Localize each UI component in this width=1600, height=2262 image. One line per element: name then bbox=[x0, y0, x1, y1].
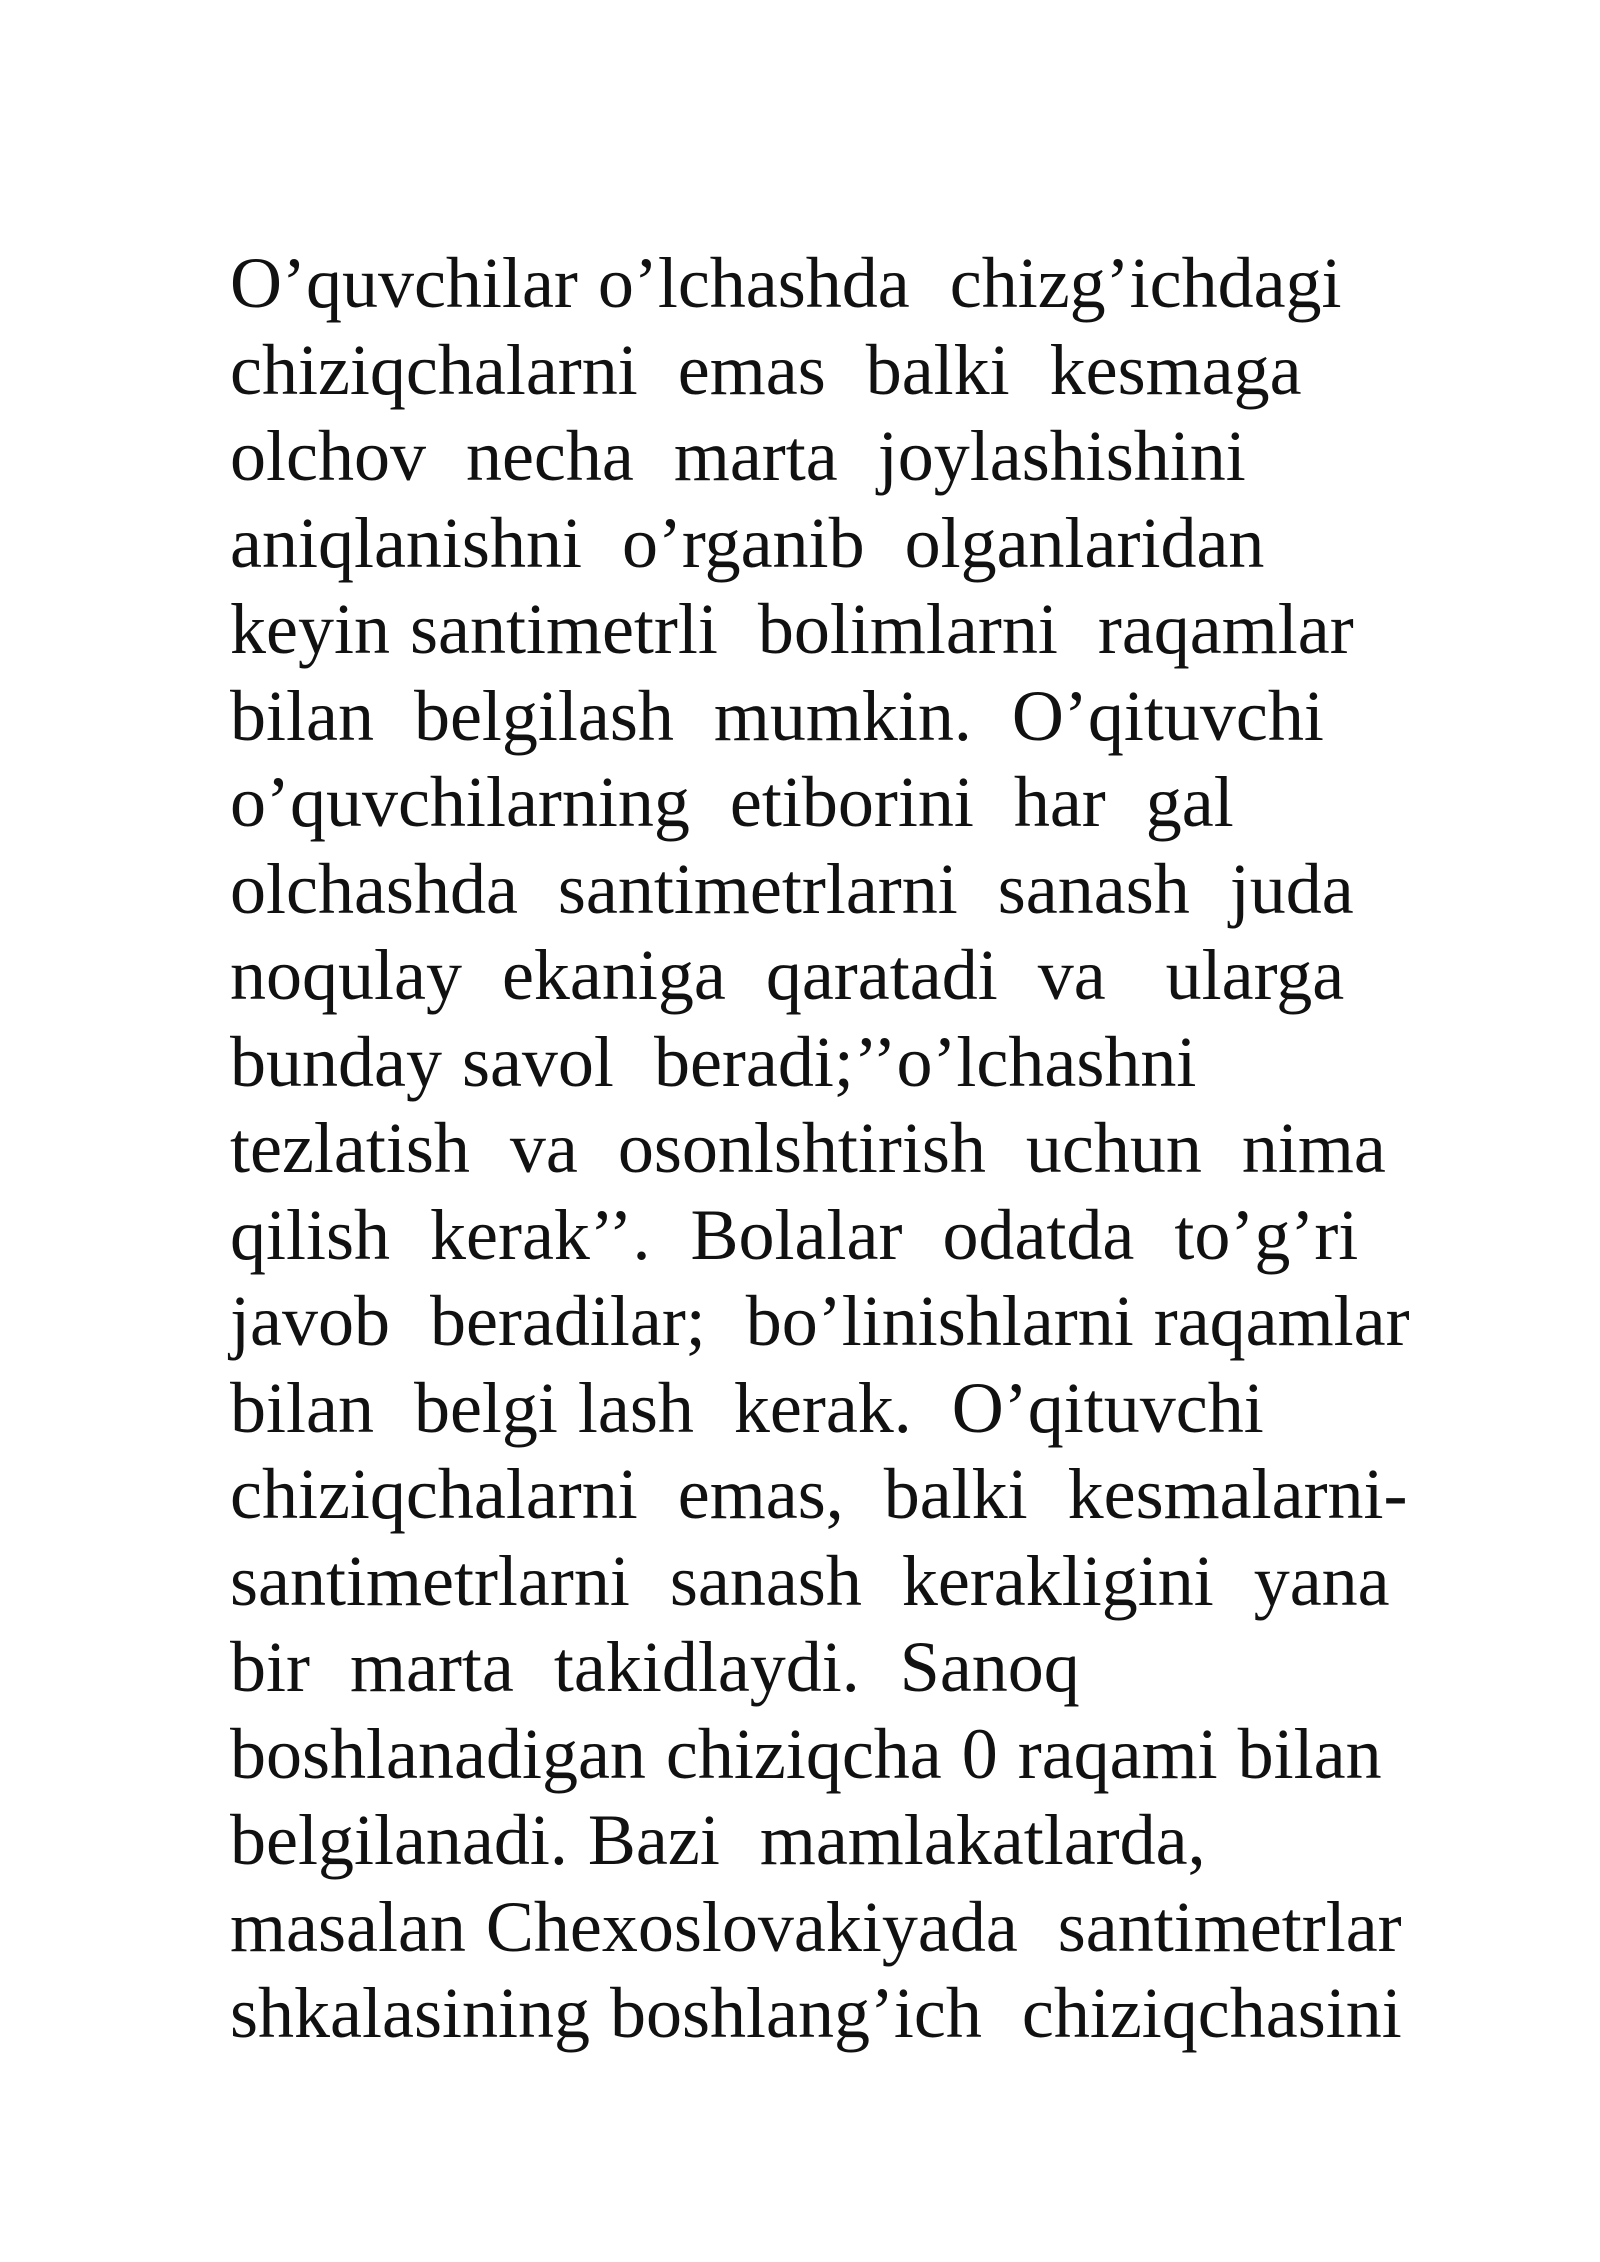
text-line-19: belgilanadi. Bazi mamlakatlarda, bbox=[230, 1800, 1206, 1880]
body-text bbox=[230, 240, 1530, 2057]
text-line-4: aniqlanishni o’rganib olganlaridan bbox=[230, 502, 1265, 583]
text-line-21: shkalasining boshlang’ich chiziqchasini bbox=[230, 1973, 1402, 2053]
text-line-20: masalan Chexoslovakiyada santimetrlar bbox=[230, 1886, 1402, 1967]
text-line-14: bilan belgi lash kerak. O’qituvchi bbox=[230, 1367, 1264, 1448]
text-line-1: O’quvchilar o’lchashda chizg’ichdagi bbox=[230, 243, 1342, 323]
text-line-8: olchashda santimetrlarni sanash juda bbox=[230, 848, 1354, 929]
text-line-17: bir marta takidlaydi. Sanoq bbox=[230, 1627, 1080, 1707]
text-line-6: bilan belgilash mumkin. O’qituvchi bbox=[230, 675, 1324, 756]
text-line-2: chiziqchalarni emas balki kesmaga bbox=[230, 329, 1302, 410]
text-line-7: o’quvchilarning etiborini har gal bbox=[230, 762, 1234, 842]
text-line-11: tezlatish va osonlshtirish uchun nima bbox=[230, 1108, 1386, 1188]
text-line-18: boshlanadigan chiziqcha 0 raqami bilan bbox=[230, 1713, 1382, 1794]
text-line-15: chiziqchalarni emas, balki kesmalarni- bbox=[230, 1454, 1408, 1534]
text-line-9: noqulay ekaniga qaratadi va ularga bbox=[230, 935, 1345, 1015]
text-line-3: olchov necha marta joylashishini bbox=[230, 416, 1246, 496]
text-line-13: javob beradilar; bo’linishlarni raqamlar bbox=[230, 1281, 1410, 1361]
text-line-5: keyin santimetrli bolimlarni raqamlar bbox=[230, 589, 1354, 669]
text-line-10: bunday savol beradi;’’o’lchashni bbox=[230, 1021, 1197, 1102]
text-line-16: santimetrlarni sanash kerakligini yana bbox=[230, 1540, 1390, 1621]
text-line-12: qilish kerak’’. Bolalar odatda to’g’ri bbox=[230, 1194, 1359, 1275]
